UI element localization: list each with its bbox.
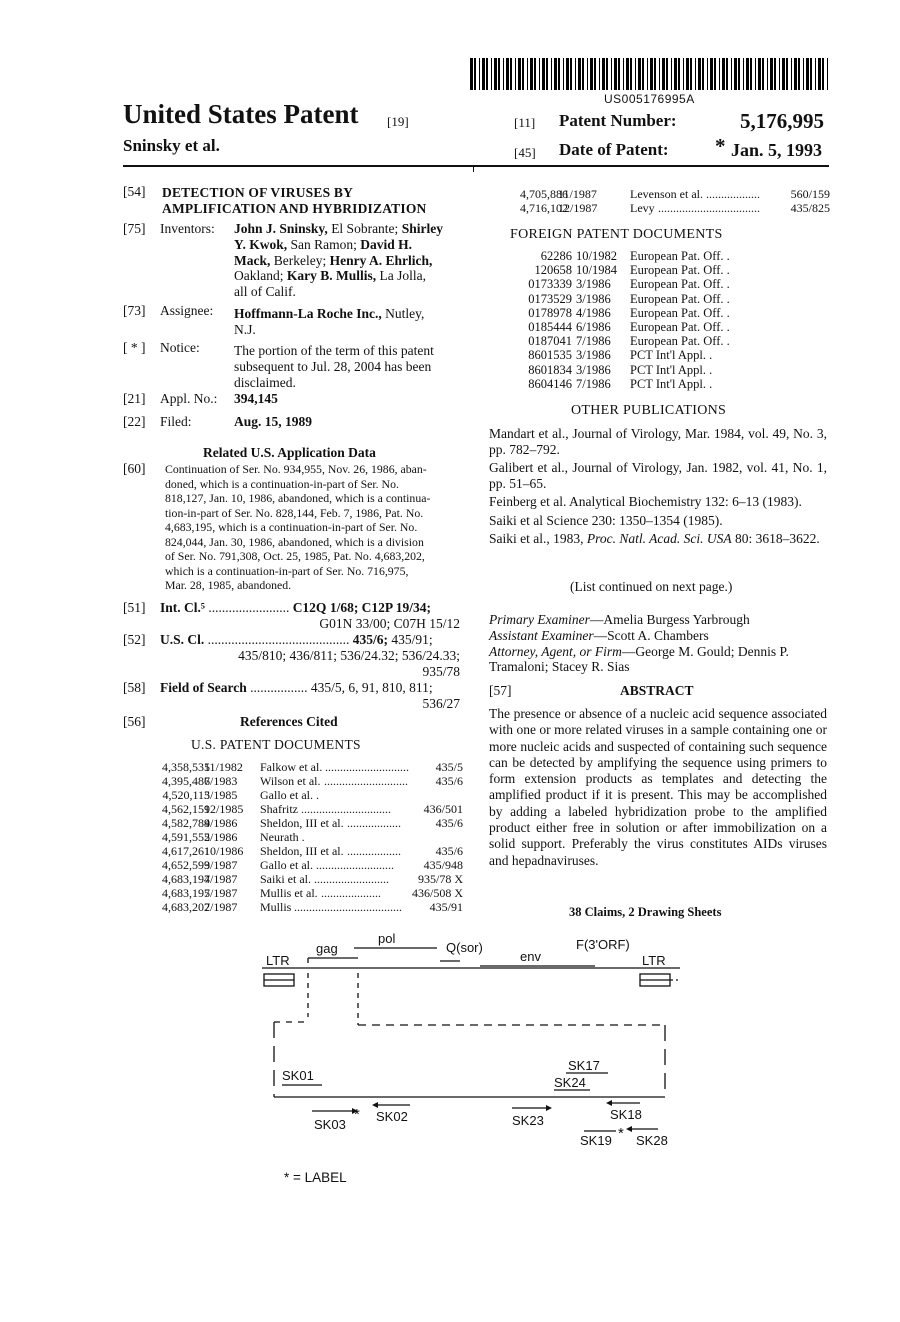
- document-number: US005176995A: [604, 92, 695, 106]
- sk23-label: SK23: [512, 1113, 544, 1128]
- reference-date: 12/1987: [558, 201, 598, 215]
- reference-name: Mullis: [260, 900, 292, 914]
- reference-date: 7/1987: [204, 872, 238, 886]
- foreign-references-list: [490, 249, 790, 391]
- foreign-reference-row: [490, 263, 790, 277]
- reference-row: [148, 788, 463, 802]
- foreign-reference-number: 8604146: [528, 376, 572, 391]
- appl-no-label: Appl. No.:: [160, 391, 218, 406]
- reference-row: [490, 187, 830, 201]
- inventors-line-3: Mack, Berkeley; Henry A. Ehrlich,: [234, 252, 433, 268]
- reference-number: 4,582,789: [162, 816, 210, 830]
- foreign-reference-office: European Pat. Off. .: [630, 249, 730, 263]
- reference-row: [148, 774, 463, 788]
- foreign-reference-row: [490, 348, 790, 362]
- reference-leader: ..................: [347, 816, 401, 830]
- field-of-search-line-1: 435/5, 6, 91, 810, 811;: [310, 680, 433, 695]
- foreign-reference-row: [490, 320, 790, 334]
- env-label: env: [520, 949, 541, 964]
- reference-class: 436/501: [423, 802, 463, 816]
- reference-number: 4,395,486: [162, 774, 210, 788]
- foreign-reference-row: [490, 377, 790, 391]
- reference-row: [148, 858, 463, 872]
- reference-class: 435/5: [435, 760, 463, 774]
- reference-number: 4,652,599: [162, 858, 210, 872]
- reference-name: Neurath .: [260, 830, 305, 844]
- reference-date: 7/1987: [204, 886, 238, 900]
- reference-date: 3/1987: [204, 858, 238, 872]
- us-cl-label: U.S. Cl.: [160, 632, 205, 647]
- inventors-line-2: Y. Kwok, San Ramon; David H.: [234, 236, 413, 252]
- foreign-reference-number: 0173339: [528, 277, 572, 292]
- primary-examiner: Primary Examiner—Amelia Burgess Yarbrough: [489, 612, 750, 627]
- reference-leader: ..........................: [316, 858, 394, 872]
- sk19-label: SK19: [580, 1133, 612, 1148]
- foreign-reference-row: [490, 292, 790, 306]
- other-publications-heading: OTHER PUBLICATIONS: [571, 403, 727, 418]
- field-of-search-line-2: 536/27: [422, 696, 460, 711]
- reference-row: [148, 886, 463, 900]
- us-references-list: [148, 760, 463, 914]
- related-data-block: [165, 462, 462, 593]
- reference-name: Sheldon, III et al.: [260, 816, 344, 830]
- us-cl-line-3: 935/78: [422, 664, 460, 679]
- int-cl-label: Int. Cl.⁵: [160, 600, 205, 615]
- field-60-code: [60]: [123, 461, 146, 476]
- related-line-8: which is a continuation-in-part of Ser. No. 716,975,: [165, 563, 409, 578]
- inventors-line-5: all of Calif.: [234, 284, 296, 300]
- reference-leader: ....................................: [294, 900, 402, 914]
- reference-name: Mullis et al.: [260, 886, 318, 900]
- reference-number: 4,683,195: [162, 886, 210, 900]
- foreign-reference-row: [490, 334, 790, 348]
- reference-class: 560/159: [790, 187, 830, 201]
- reference-date: 10/1986: [204, 844, 244, 858]
- notice-code: [ * ]: [123, 340, 146, 355]
- field-58-code: [58]: [123, 680, 146, 695]
- field-54-code: [54]: [123, 184, 146, 199]
- reference-name: Gallo et al. .: [260, 788, 319, 802]
- field-52-code: [52]: [123, 632, 146, 647]
- reference-class: 435/825: [790, 201, 830, 215]
- patent-number-code: [11]: [514, 115, 536, 130]
- us-cl-line: [160, 632, 433, 648]
- assignee-name: Hoffmann-La Roche Inc.,: [234, 306, 382, 321]
- us-cl-line-2: 435/810; 436/811; 536/24.32; 536/24.33;: [238, 648, 460, 663]
- reference-date: 5/1986: [204, 830, 238, 844]
- foreign-reference-office: PCT Int'l Appl. .: [630, 362, 713, 377]
- foreign-reference-date: 3/1986: [576, 291, 611, 306]
- genome-diagram: [250, 925, 690, 1195]
- reference-name: Gallo et al.: [260, 858, 313, 872]
- foreign-reference-date: 10/1984: [576, 263, 617, 278]
- abstract-text: The presence or absence of a nucleic acid sequence associated with one or more related viruses in a sample containing one or more nucleic acids and suspected of containing such sequence can be detected by amplifying the sequence using primers to form extension products as templates and detecting the amplified product if it is present. This may be accomplished by adding a labeled hybridization probe to the amplified product either free in solution or after immobilization on a solid support. Preferably the virus constitutes AIDs viruses and hepadnaviruses.: [489, 706, 827, 868]
- reference-number: 4,716,102: [520, 201, 568, 215]
- foreign-reference-row: [490, 249, 790, 263]
- us-patent-documents-heading: U.S. PATENT DOCUMENTS: [191, 737, 361, 752]
- foreign-reference-office: PCT Int'l Appl. .: [630, 376, 713, 391]
- inventors-line-1: John J. Sninsky, El Sobrante; Shirley: [234, 221, 443, 236]
- field-of-search-dots: .................: [250, 680, 308, 695]
- field-51-code: [51]: [123, 600, 146, 615]
- reference-date: 12/1985: [204, 802, 244, 816]
- foreign-reference-number: 0173529: [528, 291, 572, 306]
- foreign-reference-date: 3/1986: [576, 277, 611, 292]
- inventors-block: [234, 221, 466, 300]
- foreign-reference-date: 4/1986: [576, 305, 611, 320]
- reference-name: Shafritz: [260, 802, 298, 816]
- patent-number: 5,176,995: [740, 109, 824, 133]
- assignee-block: [234, 306, 424, 338]
- reference-class: 435/91: [429, 900, 463, 914]
- reference-number: 4,591,552: [162, 830, 210, 844]
- related-line-4: tion-in-part of Ser. No. 828,144, Feb. 7, 1986, Pat. No.: [165, 505, 424, 520]
- publication-2: Galibert et al., Journal of Virology, Jan. 1982, vol. 41, No. 1, pp. 51–65.: [489, 460, 827, 491]
- sk24-label: SK24: [554, 1075, 586, 1090]
- references-cited-heading: References Cited: [240, 714, 338, 729]
- assistant-examiner: Assistant Examiner—Scott A. Chambers: [489, 627, 709, 643]
- foreign-reference-office: European Pat. Off. .: [630, 305, 730, 320]
- reference-number: 4,358,535: [162, 760, 210, 774]
- reference-leader: ............................: [324, 774, 408, 788]
- related-line-5: 4,683,195, which is a continuation-in-part of Ser. No.: [165, 520, 418, 534]
- publication-1: Mandart et al., Journal of Virology, Mar. 1984, vol. 49, No. 3, pp. 782–792.: [489, 426, 827, 457]
- related-data-heading: Related U.S. Application Data: [203, 445, 376, 460]
- notice-line-2: subsequent to Jul. 28, 2004 has been: [234, 358, 432, 374]
- foreign-reference-row: [490, 306, 790, 320]
- foreign-reference-date: 3/1986: [576, 362, 611, 377]
- date-code: [45]: [514, 145, 536, 160]
- foreign-reference-row: [490, 363, 790, 377]
- foreign-reference-date: 3/1986: [576, 348, 611, 363]
- publication-5: Saiki et al., 1983, Proc. Natl. Acad. Sci. USA 80: 3618–3622.: [489, 531, 820, 546]
- us-references-continued: [490, 187, 830, 215]
- other-publications: [489, 426, 827, 550]
- sk28-label: SK28: [636, 1133, 668, 1148]
- reference-name: Wilson et al.: [260, 774, 321, 788]
- foreign-reference-date: 7/1986: [576, 376, 611, 391]
- label-legend: * = LABEL: [284, 1170, 347, 1185]
- reference-number: 4,683,202: [162, 900, 210, 914]
- notice-line-3: disclaimed.: [234, 374, 296, 390]
- date-of-patent: Jan. 5, 1993: [731, 140, 823, 160]
- abstract-heading: ABSTRACT: [620, 683, 694, 698]
- foreign-reference-office: European Pat. Off. .: [630, 263, 730, 278]
- foreign-reference-office: European Pat. Off. .: [630, 277, 730, 292]
- related-line-6: 824,044, Jan. 30, 1986, abandoned, which is a division: [165, 534, 424, 549]
- reference-class: 435/948: [423, 858, 463, 872]
- foreign-reference-number: 8601834: [528, 362, 572, 377]
- notice-label: Notice:: [160, 340, 200, 355]
- header-rule: [123, 165, 829, 167]
- reference-row: [148, 900, 463, 914]
- filed-label: Filed:: [160, 414, 192, 429]
- notice-block: [234, 343, 434, 390]
- reference-leader: ..................: [347, 844, 401, 858]
- foreign-reference-number: 120658: [534, 263, 572, 278]
- foreign-reference-date: 10/1982: [576, 249, 617, 263]
- pol-label: pol: [378, 931, 396, 946]
- field-75-code: [75]: [123, 221, 146, 236]
- f-orf-label: F(3'ORF): [576, 937, 630, 952]
- reference-leader: ..................: [706, 187, 760, 201]
- foreign-reference-number: 0178978: [528, 305, 572, 320]
- foreign-reference-date: 7/1986: [576, 334, 611, 349]
- int-cl-dots: ........................: [208, 600, 290, 615]
- document-title: United States Patent: [123, 99, 359, 129]
- invention-title-line-2: AMPLIFICATION AND HYBRIDIZATION: [162, 201, 427, 216]
- reference-date: 7/1987: [204, 900, 238, 914]
- reference-date: 5/1985: [204, 788, 238, 802]
- foreign-reference-office: European Pat. Off. .: [630, 334, 730, 349]
- abstract-code: [57]: [489, 683, 512, 698]
- int-cl-line: [160, 600, 431, 616]
- reference-name: Levy: [630, 201, 655, 215]
- related-line-7: of Ser. No. 791,308, Oct. 25, 1985, Pat. No. 4,683,202,: [165, 549, 425, 563]
- sk17-label: SK17: [568, 1058, 600, 1073]
- reference-class: 435/6: [435, 774, 463, 788]
- field-of-search-line: [160, 680, 433, 696]
- assignee-label: Assignee:: [160, 303, 214, 318]
- reference-row: [148, 760, 463, 774]
- reference-name: Levenson et al.: [630, 187, 703, 201]
- ltr-right-label: LTR: [642, 953, 666, 968]
- date-star: *: [715, 134, 726, 158]
- reference-date: 7/1983: [204, 774, 238, 788]
- int-cl-line-2: G01N 33/00; C07H 15/12: [319, 616, 460, 631]
- inventors-line-4: Oakland; Kary B. Mullis, La Jolla,: [234, 268, 427, 284]
- us-cl-primary: 435/6;: [352, 632, 389, 647]
- related-line-3: 818,127, Jan. 10, 1986, abandoned, which is a continua-: [165, 491, 431, 505]
- foreign-reference-number: 0187041: [528, 334, 572, 349]
- reference-number: 4,705,886: [520, 187, 568, 201]
- int-cl-line-1: C12Q 1/68; C12P 19/34;: [292, 600, 432, 615]
- reference-row: [148, 802, 463, 816]
- reference-leader: ..................................: [658, 201, 760, 215]
- authors: Sninsky et al.: [123, 136, 220, 155]
- reference-leader: ..............................: [301, 802, 391, 816]
- ltr-left-label: LTR: [266, 953, 290, 968]
- sk18-label: SK18: [610, 1107, 642, 1122]
- examiners-block: [489, 612, 829, 675]
- reference-row: [148, 872, 463, 886]
- reference-number: 4,520,113: [162, 788, 210, 802]
- sk19-star: *: [618, 1125, 624, 1142]
- reference-leader: ....................: [321, 886, 381, 900]
- filed-value: Aug. 15, 1989: [234, 414, 313, 429]
- reference-row: [148, 844, 463, 858]
- patent-number-label: Patent Number:: [559, 111, 677, 130]
- title-code: [19]: [387, 114, 409, 129]
- assignee-city: Nutley,: [381, 306, 425, 321]
- invention-title-line-1: DETECTION OF VIRUSES BY: [162, 185, 354, 200]
- reference-date: 4/1986: [204, 816, 238, 830]
- sk02-label: SK02: [376, 1109, 408, 1124]
- related-line-2: doned, which is a continuation-in-part of Ser. No.: [165, 476, 399, 491]
- publication-4: Saiki et al Science 230: 1350–1354 (1985).: [489, 512, 723, 528]
- claims-count: 38 Claims, 2 Drawing Sheets: [569, 905, 722, 919]
- field-56-code: [56]: [123, 714, 146, 729]
- reference-name: Saiki et al.: [260, 872, 311, 886]
- sk01-label: SK01: [282, 1068, 314, 1083]
- foreign-docs-heading: FOREIGN PATENT DOCUMENTS: [510, 227, 723, 242]
- notice-line-1: The portion of the term of this patent: [234, 343, 434, 358]
- sk03-label: SK03: [314, 1117, 346, 1132]
- foreign-reference-number: 62286: [540, 249, 572, 263]
- field-22-code: [22]: [123, 414, 146, 429]
- reference-number: 4,562,159: [162, 802, 210, 816]
- reference-class: 435/6: [435, 816, 463, 830]
- field-73-code: [73]: [123, 303, 146, 318]
- field-of-search-label: Field of Search: [160, 680, 247, 695]
- foreign-reference-office: European Pat. Off. .: [630, 291, 730, 306]
- us-cl-rest: 435/91;: [388, 632, 433, 647]
- reference-name: Sheldon, III et al.: [260, 844, 344, 858]
- publication-3: Feinberg et al. Analytical Biochemistry 132: 6–13 (1983).: [489, 494, 802, 509]
- list-continued-note: (List continued on next page.): [570, 579, 733, 594]
- reference-leader: .........................: [314, 872, 389, 886]
- reference-class: 435/6: [435, 844, 463, 858]
- foreign-reference-number: 8601535: [528, 348, 572, 363]
- appl-no-value: 394,145: [234, 391, 278, 406]
- qsor-label: Q(sor): [446, 940, 483, 955]
- reference-name: Falkow et al.: [260, 760, 323, 774]
- attorney: Attorney, Agent, or Firm—George M. Gould; Dennis P. Tramaloni; Stacey R. Sias: [489, 643, 789, 675]
- foreign-reference-office: PCT Int'l Appl. .: [630, 348, 713, 363]
- related-line-9: Mar. 28, 1985, abandoned.: [165, 578, 292, 592]
- us-cl-dots: ..........................................: [207, 632, 350, 647]
- reference-row: [490, 201, 830, 215]
- foreign-reference-date: 6/1986: [576, 319, 611, 334]
- reference-row: [148, 816, 463, 830]
- gag-label: gag: [316, 941, 338, 956]
- foreign-reference-row: [490, 277, 790, 291]
- reference-number: 4,617,261: [162, 844, 210, 858]
- reference-class: 436/508 X: [412, 886, 463, 900]
- foreign-reference-number: 0185444: [528, 319, 572, 334]
- date-label: Date of Patent:: [559, 140, 669, 159]
- barcode: [470, 58, 832, 90]
- reference-date: 11/1987: [558, 187, 597, 201]
- reference-row: [148, 830, 463, 844]
- sk03-star: *: [354, 1106, 360, 1123]
- column-rule: [473, 167, 474, 172]
- reference-class: 935/78 X: [418, 872, 463, 886]
- reference-number: 4,683,194: [162, 872, 210, 886]
- reference-leader: ............................: [325, 760, 409, 774]
- inventors-label: Inventors:: [160, 221, 215, 236]
- field-21-code: [21]: [123, 391, 146, 406]
- foreign-reference-office: European Pat. Off. .: [630, 319, 730, 334]
- assignee-state: N.J.: [234, 321, 256, 337]
- reference-date: 11/1982: [204, 760, 243, 774]
- related-line-1: Continuation of Ser. No. 934,955, Nov. 26, 1986, aban-: [165, 462, 427, 476]
